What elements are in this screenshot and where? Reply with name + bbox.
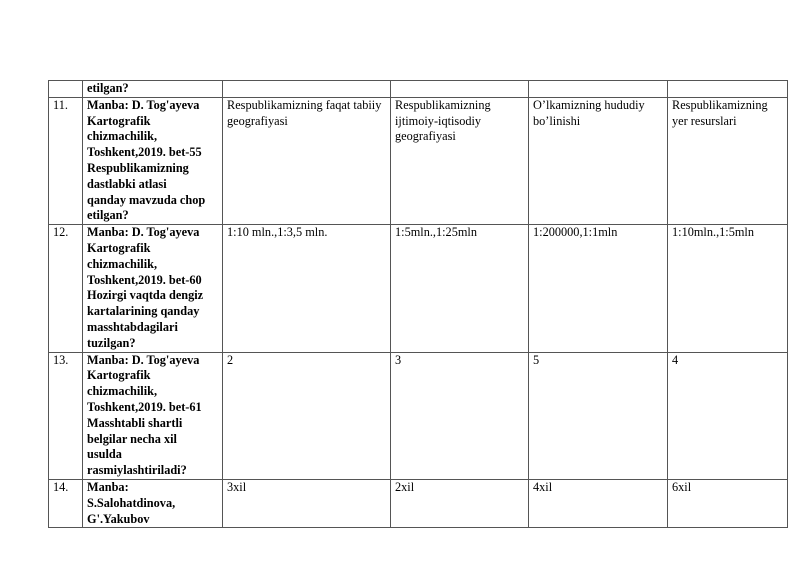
option-c: 5 <box>529 352 668 479</box>
question-line: tuzilgan? <box>87 335 136 350</box>
option-d: 1:10mln.,1:5mln <box>668 225 788 352</box>
option-c <box>529 81 668 98</box>
option-d: 6xil <box>668 479 788 527</box>
option-b: 1:5mln.,1:25mln <box>391 225 529 352</box>
option-a: 1:10 mln.,1:3,5 mln. <box>223 225 391 352</box>
question-line: G'.Yakubov <box>87 511 150 526</box>
question-text <box>83 81 223 98</box>
option-d <box>668 81 788 98</box>
question-line: chizmachilik, <box>87 256 158 271</box>
question-line: chizmachilik, <box>87 384 158 399</box>
option-a: 2 <box>223 352 391 479</box>
question-text <box>83 352 223 479</box>
question-line: usulda <box>87 447 122 462</box>
table-row <box>49 352 788 479</box>
question-line: Kartografik <box>87 240 151 255</box>
table-row <box>49 479 788 527</box>
option-a: Respublikamizning faqat tabiiy geografiyasi <box>223 97 391 224</box>
question-number <box>49 81 83 98</box>
quiz-table <box>48 80 788 528</box>
table-row <box>49 97 788 224</box>
question-line: rasmiylashtiriladi? <box>87 463 187 478</box>
option-d: 4 <box>668 352 788 479</box>
option-c: 4xil <box>529 479 668 527</box>
question-line: Kartografik <box>87 113 151 128</box>
option-b: 2xil <box>391 479 529 527</box>
table-row <box>49 225 788 352</box>
option-b: 3 <box>391 352 529 479</box>
option-b: Respublikamizning ijtimoiy-iqtisodiy geografiyasi <box>391 97 529 224</box>
question-line: Manba: D. Tog'ayeva <box>87 97 200 112</box>
question-line: Manba: D. Tog'ayeva <box>87 225 200 240</box>
question-line: Toshkent,2019. bet-60 <box>87 272 202 287</box>
question-line: qanday mavzuda chop <box>87 192 206 207</box>
option-d: Respublikamizning yer resurslari <box>668 97 788 224</box>
question-line: belgilar necha xil <box>87 431 177 446</box>
option-c: 1:200000,1:1mln <box>529 225 668 352</box>
question-text <box>83 225 223 352</box>
question-line: etilgan? <box>87 208 129 223</box>
question-line: Kartografik <box>87 368 151 383</box>
option-c: O’lkamizning hududiy bo’linishi <box>529 97 668 224</box>
question-line: dastlabki atlasi <box>87 176 167 191</box>
question-line: Toshkent,2019. bet-55 <box>87 145 202 160</box>
question-number: 12. <box>49 225 83 352</box>
table-row <box>49 81 788 98</box>
question-line: etilgan? <box>87 81 129 95</box>
question-number: 13. <box>49 352 83 479</box>
question-number: 14. <box>49 479 83 527</box>
question-line: kartalarining qanday <box>87 304 200 319</box>
question-line: Manba: D. Tog'ayeva <box>87 352 200 367</box>
question-number: 11. <box>49 97 83 224</box>
question-line: Manba: <box>87 479 129 494</box>
option-b <box>391 81 529 98</box>
question-text <box>83 479 223 527</box>
option-a <box>223 81 391 98</box>
question-line: Respublikamizning <box>87 160 189 175</box>
question-line: Masshtabli shartli <box>87 415 183 430</box>
question-line: masshtabdagilari <box>87 319 178 334</box>
question-line: S.Salohatdinova, <box>87 495 176 510</box>
question-line: chizmachilik, <box>87 129 158 144</box>
question-line: Hozirgi vaqtda dengiz <box>87 288 204 303</box>
option-a: 3xil <box>223 479 391 527</box>
question-text <box>83 97 223 224</box>
question-line: Toshkent,2019. bet-61 <box>87 399 202 414</box>
